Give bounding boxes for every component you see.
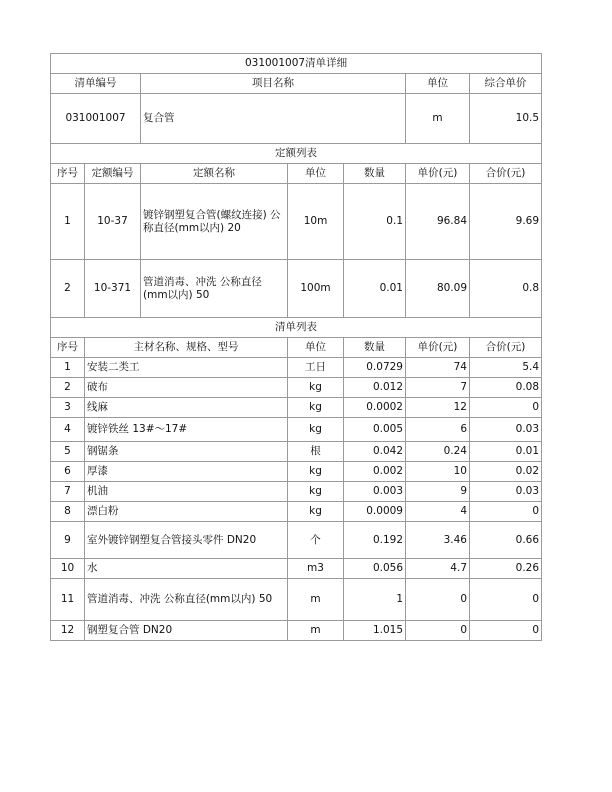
quota-row — [51, 260, 542, 318]
list-total: 0.02 — [470, 462, 542, 482]
list-name: 镀锌铁丝 13#～17# — [85, 418, 288, 442]
list-row — [51, 482, 542, 502]
list-total: 0.08 — [470, 378, 542, 398]
list-no: 1 — [51, 358, 85, 378]
list-name: 漂白粉 — [85, 502, 288, 522]
list-unit: 个 — [288, 522, 344, 559]
header-code: 清单编号 — [51, 74, 141, 94]
list-total: 0.01 — [470, 442, 542, 462]
quota-header-no: 序号 — [51, 164, 85, 184]
list-row — [51, 378, 542, 398]
quota-header-unit: 单位 — [288, 164, 344, 184]
list-row — [51, 522, 542, 559]
list-row — [51, 358, 542, 378]
list-name: 管道消毒、冲洗 公称直径(mm以内) 50 — [85, 579, 288, 621]
list-total: 0.66 — [470, 522, 542, 559]
list-unit: 根 — [288, 442, 344, 462]
list-no: 11 — [51, 579, 85, 621]
list-price: 4.7 — [406, 559, 470, 579]
list-total: 0.03 — [470, 418, 542, 442]
list-name: 厚漆 — [85, 462, 288, 482]
list-price: 0 — [406, 579, 470, 621]
quota-qty: 0.01 — [344, 260, 406, 318]
list-total: 0 — [470, 502, 542, 522]
list-header-price: 单价(元) — [406, 338, 470, 358]
quota-no: 2 — [51, 260, 85, 318]
list-header-total: 合价(元) — [470, 338, 542, 358]
header-price: 综合单价 — [470, 74, 542, 94]
list-no: 9 — [51, 522, 85, 559]
list-name: 破布 — [85, 378, 288, 398]
quota-code: 10-37 — [85, 184, 141, 260]
quota-header-code: 定额编号 — [85, 164, 141, 184]
list-total: 0.03 — [470, 482, 542, 502]
bill-detail-table — [50, 53, 542, 641]
list-row — [51, 579, 542, 621]
list-price: 0.24 — [406, 442, 470, 462]
list-no: 8 — [51, 502, 85, 522]
list-no: 7 — [51, 482, 85, 502]
quota-row — [51, 184, 542, 260]
list-price: 4 — [406, 502, 470, 522]
list-price: 10 — [406, 462, 470, 482]
quota-header-qty: 数量 — [344, 164, 406, 184]
list-qty: 1 — [344, 579, 406, 621]
quota-unit: 100m — [288, 260, 344, 318]
quota-no: 1 — [51, 184, 85, 260]
list-qty: 0.056 — [344, 559, 406, 579]
list-no: 3 — [51, 398, 85, 418]
quota-price: 96.84 — [406, 184, 470, 260]
list-qty: 0.005 — [344, 418, 406, 442]
list-row — [51, 462, 542, 482]
header-name: 项目名称 — [141, 74, 406, 94]
item-unit: m — [406, 94, 470, 144]
list-price: 9 — [406, 482, 470, 502]
list-row — [51, 621, 542, 641]
list-name: 钢锯条 — [85, 442, 288, 462]
list-total: 0 — [470, 621, 542, 641]
quota-code: 10-371 — [85, 260, 141, 318]
list-row — [51, 418, 542, 442]
list-qty: 0.002 — [344, 462, 406, 482]
quota-section-title: 定额列表 — [51, 144, 542, 164]
list-total: 0 — [470, 398, 542, 418]
list-price: 7 — [406, 378, 470, 398]
list-unit: m3 — [288, 559, 344, 579]
list-row — [51, 502, 542, 522]
list-total: 0.26 — [470, 559, 542, 579]
list-total: 0 — [470, 579, 542, 621]
list-qty: 0.042 — [344, 442, 406, 462]
list-name: 钢塑复合管 DN20 — [85, 621, 288, 641]
quota-total: 9.69 — [470, 184, 542, 260]
list-no: 2 — [51, 378, 85, 398]
list-unit: kg — [288, 462, 344, 482]
list-price: 3.46 — [406, 522, 470, 559]
list-unit: 工日 — [288, 358, 344, 378]
quota-qty: 0.1 — [344, 184, 406, 260]
table-title: 031001007清单详细 — [51, 54, 542, 74]
list-qty: 0.192 — [344, 522, 406, 559]
list-unit: kg — [288, 502, 344, 522]
list-no: 4 — [51, 418, 85, 442]
item-code: 031001007 — [51, 94, 141, 144]
list-price: 6 — [406, 418, 470, 442]
quota-total: 0.8 — [470, 260, 542, 318]
list-qty: 0.012 — [344, 378, 406, 398]
list-unit: kg — [288, 398, 344, 418]
list-name: 室外镀锌钢塑复合管接头零件 DN20 — [85, 522, 288, 559]
quota-header-price: 单价(元) — [406, 164, 470, 184]
list-qty: 0.0002 — [344, 398, 406, 418]
list-unit: kg — [288, 378, 344, 398]
list-name: 线麻 — [85, 398, 288, 418]
list-unit: m — [288, 621, 344, 641]
quota-header-total: 合价(元) — [470, 164, 542, 184]
list-qty: 0.0729 — [344, 358, 406, 378]
list-qty: 1.015 — [344, 621, 406, 641]
list-total: 5.4 — [470, 358, 542, 378]
quota-price: 80.09 — [406, 260, 470, 318]
list-name: 水 — [85, 559, 288, 579]
list-row — [51, 398, 542, 418]
list-no: 6 — [51, 462, 85, 482]
list-header-no: 序号 — [51, 338, 85, 358]
list-unit: kg — [288, 482, 344, 502]
list-name: 安装二类工 — [85, 358, 288, 378]
list-price: 0 — [406, 621, 470, 641]
list-row — [51, 559, 542, 579]
item-name: 复合管 — [141, 94, 406, 144]
list-qty: 0.003 — [344, 482, 406, 502]
list-header-name: 主材名称、规格、型号 — [85, 338, 288, 358]
list-price: 74 — [406, 358, 470, 378]
quota-header-name: 定额名称 — [141, 164, 288, 184]
list-no: 5 — [51, 442, 85, 462]
list-header-qty: 数量 — [344, 338, 406, 358]
list-section-title: 清单列表 — [51, 318, 542, 338]
list-no: 10 — [51, 559, 85, 579]
list-unit: kg — [288, 418, 344, 442]
item-price: 10.5 — [470, 94, 542, 144]
list-unit: m — [288, 579, 344, 621]
list-name: 机油 — [85, 482, 288, 502]
list-qty: 0.0009 — [344, 502, 406, 522]
list-row — [51, 442, 542, 462]
quota-name: 镀锌钢塑复合管(螺纹连接) 公称直径(mm以内) 20 — [141, 184, 288, 260]
list-header-unit: 单位 — [288, 338, 344, 358]
header-unit: 单位 — [406, 74, 470, 94]
quota-name: 管道消毒、冲洗 公称直径(mm以内) 50 — [141, 260, 288, 318]
list-price: 12 — [406, 398, 470, 418]
quota-unit: 10m — [288, 184, 344, 260]
list-no: 12 — [51, 621, 85, 641]
